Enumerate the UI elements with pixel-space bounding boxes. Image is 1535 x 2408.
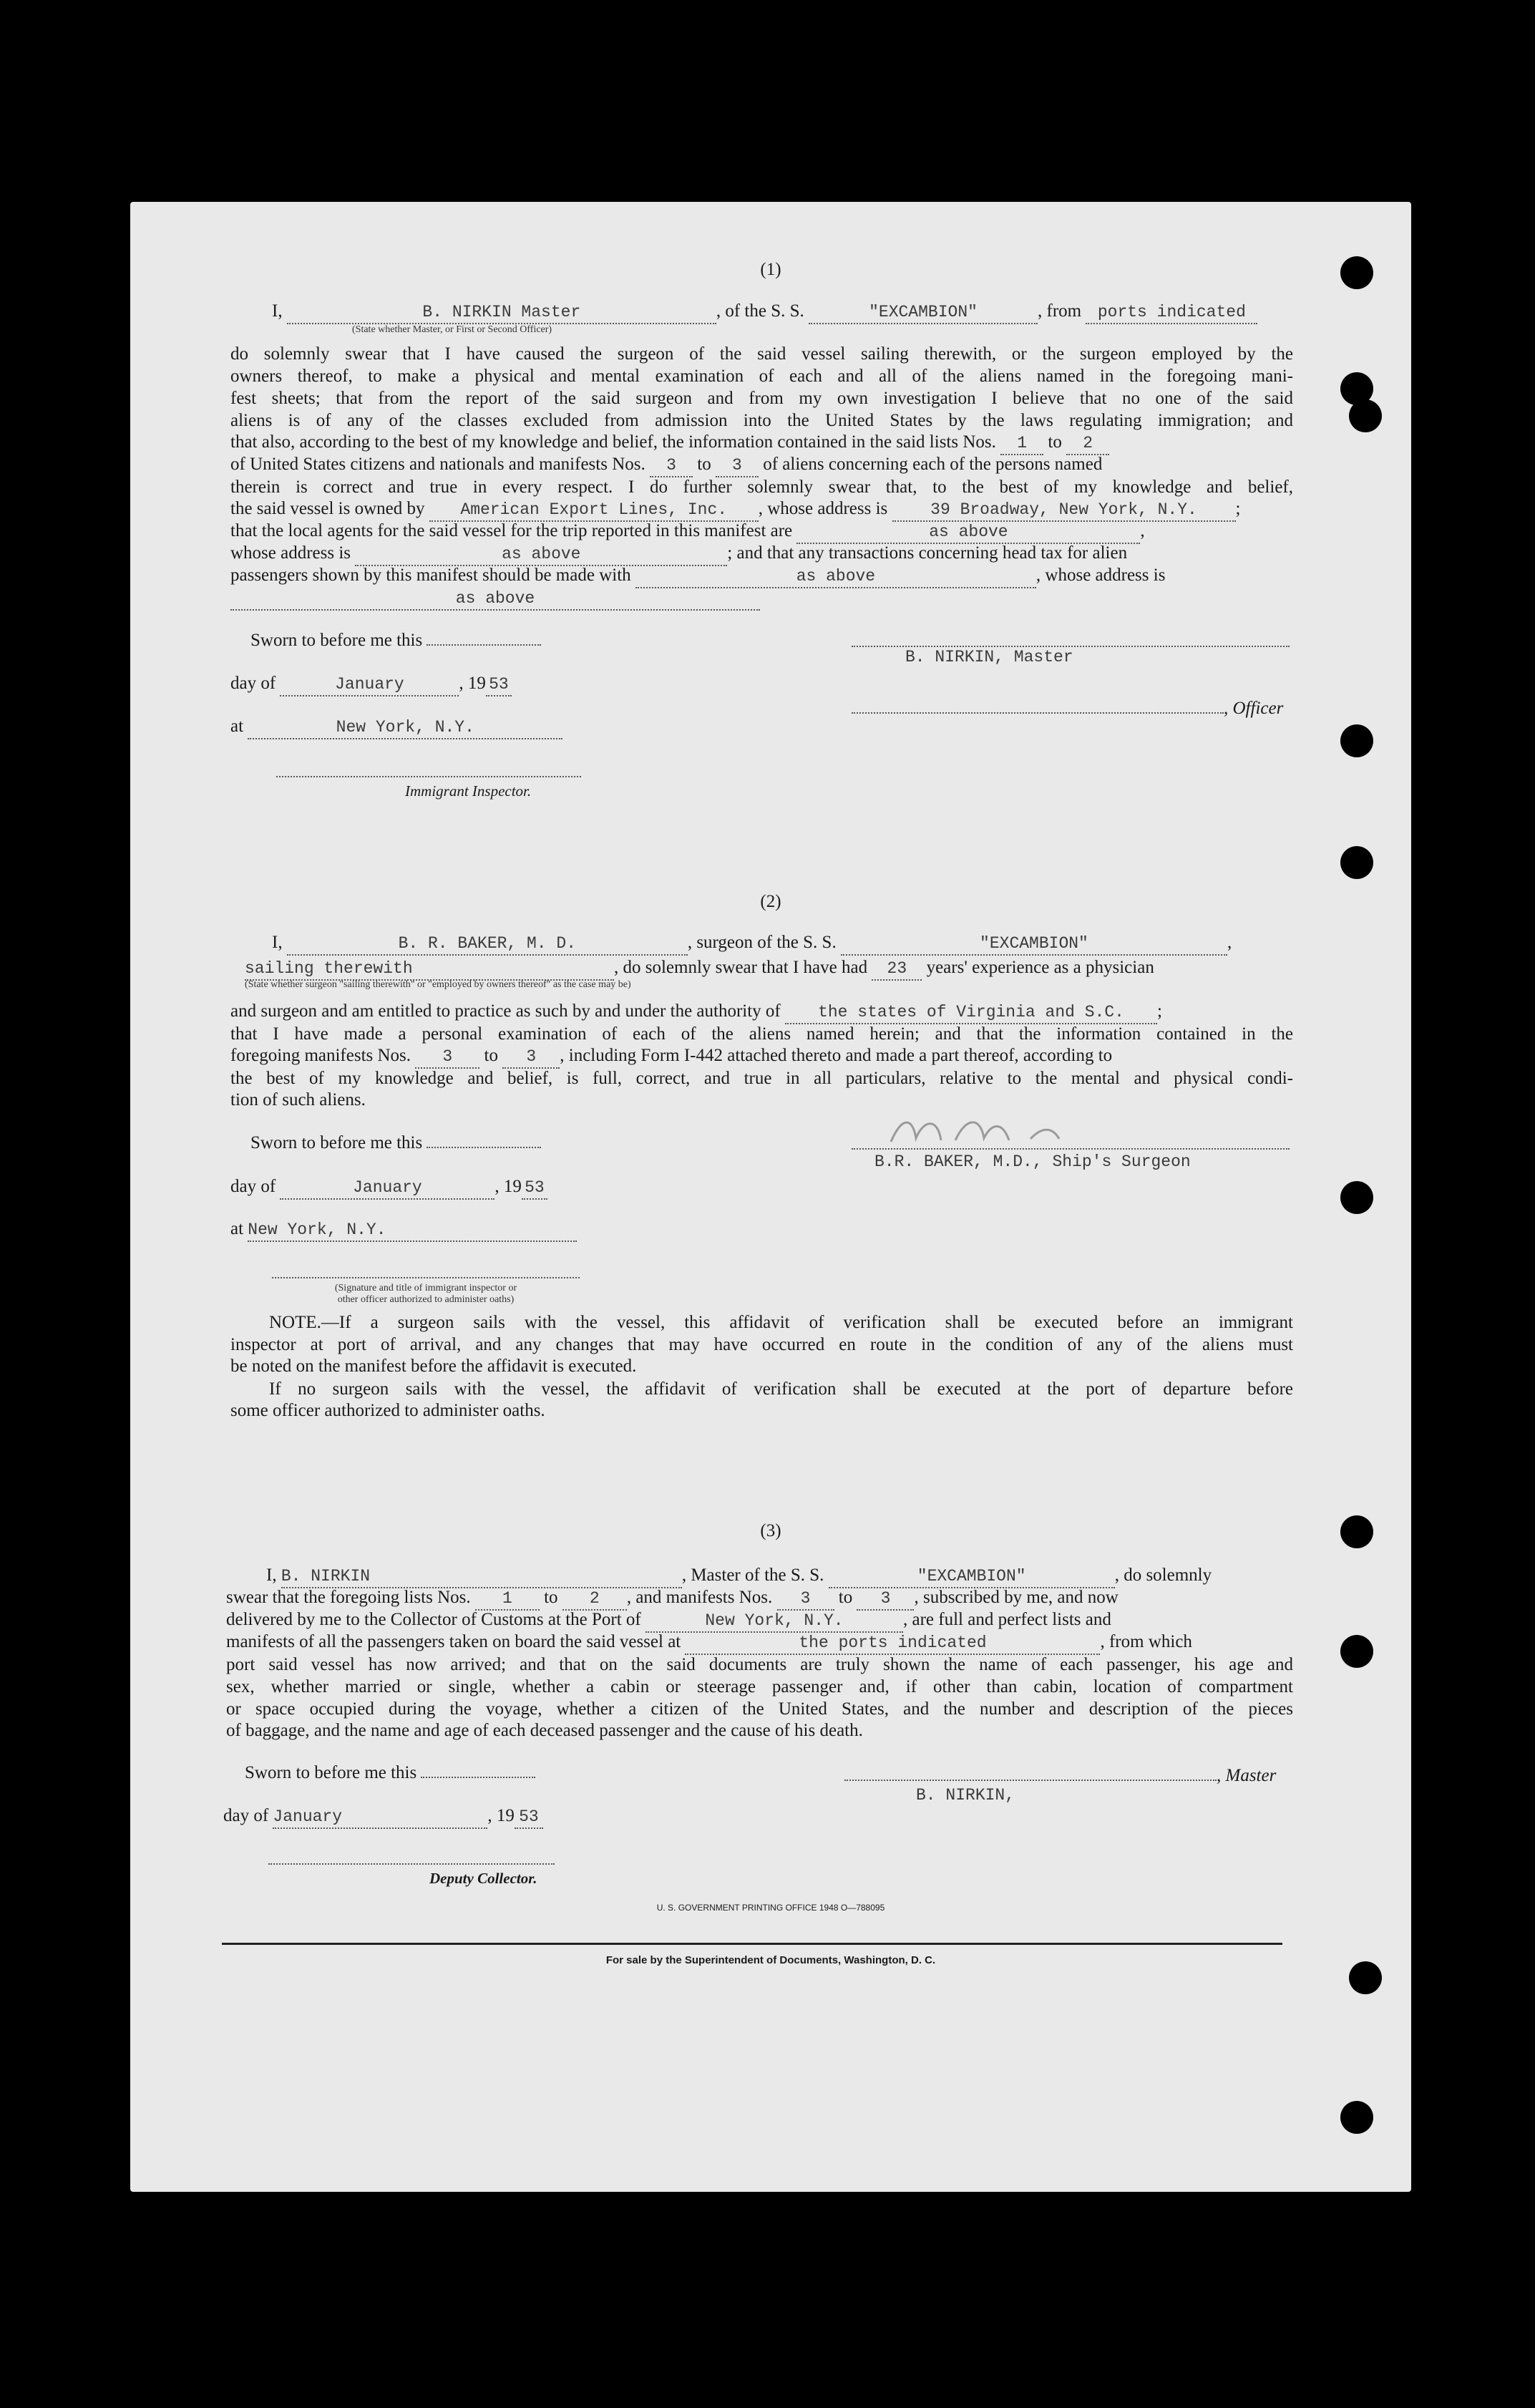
s1-officer-line: , Officer xyxy=(852,698,1283,719)
s2-note-line: inspector at port of arrival, and any changes that may have occurred en route in the condition of any of the aliens must xyxy=(230,1335,1293,1354)
s2-at: at New York, N.Y. xyxy=(230,1218,577,1242)
gpo-imprint: U. S. GOVERNMENT PRINTING OFFICE 1948 O—788095 xyxy=(656,1903,885,1913)
owner-name: American Export Lines, Inc. xyxy=(429,499,759,522)
s2-para-line: tion of such aliens. xyxy=(230,1090,366,1110)
s2-note-line: be noted on the manifest before the affidavit is executed. xyxy=(230,1356,637,1376)
s2-note-line: If no surgeon sails with the vessel, the affidavit of verification shall be executed at the port of departure before xyxy=(269,1379,1293,1399)
sailing-caption: (State whether surgeon "sailing therewith" or "employed by owners thereof" as the case may be) xyxy=(245,979,631,990)
s1-day: day of January , 19 53 xyxy=(230,673,512,696)
s2-note-line: some officer authorized to administer oaths. xyxy=(230,1401,545,1420)
s3-master-line: I, B. NIRKIN , Master of the S. S. "EXCAMBION" , do solemnly xyxy=(266,1565,1212,1588)
ship-name: "EXCAMBION" xyxy=(809,301,1038,324)
s3-sworn: Sworn to before me this xyxy=(245,1762,535,1784)
inspector-signature-line xyxy=(276,776,581,777)
surgeon-signature-line xyxy=(852,1148,1290,1150)
surgeon-signature: B.R. BAKER, M.D., Ship's Surgeon xyxy=(874,1152,1191,1171)
punch-hole xyxy=(1340,1181,1373,1214)
s1-sworn: Sworn to before me this xyxy=(250,630,541,651)
s3-day: day of January , 19 53 xyxy=(223,1805,543,1829)
officer-caption: (State whether Master, or First or Second Officer) xyxy=(352,324,552,335)
head-tax-payee: as above xyxy=(635,565,1036,588)
s1-agents-line: that the local agents for the said vessel for the trip reported in this manifest are as above , xyxy=(230,520,1145,544)
section-2-number: (2) xyxy=(760,892,781,911)
s1-lists-line: that also, according to the best of my knowledge and belief, the information contained in the said lists Nos. 1 to 2 xyxy=(230,432,1109,455)
s1-para-line: therein is correct and true in every respect. I do further solemnly swear that, to the best of my knowledge and belief, xyxy=(230,477,1293,497)
agents: as above xyxy=(796,521,1140,544)
surgeon-name: B. R. BAKER, M. D. xyxy=(287,933,688,956)
section-1-number: (1) xyxy=(760,260,781,279)
from-ports: ports indicated xyxy=(1086,301,1257,324)
agents-address: as above xyxy=(355,543,727,566)
s2-note-line: NOTE.—If a surgeon sails with the vessel, this affidavit of verification shall be executed before an immigrant xyxy=(269,1313,1293,1332)
s2-inspector-signature-line xyxy=(272,1277,580,1278)
authority: the states of Virginia and S.C. xyxy=(785,1001,1157,1024)
punch-hole xyxy=(1340,1635,1373,1668)
s1-line-master: I, B. NIRKIN Master , of the S. S. "EXCAMBION" , from ports indicated xyxy=(272,301,1257,324)
master-name: B. NIRKIN Master xyxy=(287,301,716,324)
s2-manifests-line: foregoing manifests Nos. 3 to 3 , including Form I-442 attached thereto and made a part thereof, according to xyxy=(230,1045,1112,1069)
s2-para-line: the best of my knowledge and belief, is full, correct, and true in all particulars, relative to the mental and physical condi- xyxy=(230,1069,1293,1088)
head-tax-address: as above xyxy=(230,588,760,611)
s3-taken-line: manifests of all the passengers taken on board the said vessel at the ports indicated , from which xyxy=(226,1631,1192,1655)
section-3-number: (3) xyxy=(760,1521,781,1540)
s2-para-line: that I have made a personal examination of each of the aliens named herein; and that the information contained in the xyxy=(230,1024,1293,1044)
s2-surgeon-line: I, B. R. BAKER, M. D. , surgeon of the S. S. "EXCAMBION" , xyxy=(272,932,1232,956)
s3-master-sig-line: , Master xyxy=(844,1765,1276,1787)
sale-notice: For sale by the Superintendent of Documents, Washington, D. C. xyxy=(605,1954,936,1966)
s2-authority-line: and surgeon and am entitled to practice as such by and under the authority of the states of Virginia and S.C. ; xyxy=(230,1001,1162,1024)
s1-inspector: Immigrant Inspector. xyxy=(405,782,532,800)
s1-para-line: owners thereof, to make a physical and mental examination of each and all of the aliens named in the foregoing mani- xyxy=(230,366,1293,386)
punch-hole xyxy=(1340,724,1373,757)
s3-collector: Deputy Collector. xyxy=(429,1870,537,1887)
punch-hole xyxy=(1340,2101,1373,2134)
s3-master-signature: B. NIRKIN, xyxy=(916,1786,1015,1805)
s1-tax-address-line xyxy=(230,587,760,611)
s1-para-line: do solemnly swear that I have caused the surgeon of the said vessel sailing therewith, or the surgeon employed by the xyxy=(230,344,1293,364)
s3-para-line: of baggage, and the name and age of each deceased passenger and the cause of his death. xyxy=(226,1721,863,1740)
s3-para-line: port said vessel has now arrived; and that on the said documents are truly shown the name of each passenger, his age and xyxy=(226,1655,1293,1674)
s3-para-line: sex, whether married or single, whether a cabin or steerage passenger and, if other than cabin, location of compartment xyxy=(226,1677,1293,1696)
s2-signature-caption: other officer authorized to administer oaths) xyxy=(337,1294,515,1305)
punch-hole xyxy=(1349,399,1382,432)
owner-address: 39 Broadway, New York, N.Y. xyxy=(892,499,1236,522)
s3-para-line: or space occupied during the voyage, whether a citizen of the United States, and the number and description of the pieces xyxy=(226,1699,1293,1719)
s1-para-line: aliens is of any of the classes excluded from admission into the United States by the laws regulating immigration; and xyxy=(230,411,1293,430)
s1-tax-line: passengers shown by this manifest should be made with as above , whose address is xyxy=(230,565,1165,588)
master-signature: B. NIRKIN, Master xyxy=(905,648,1073,666)
s2-sworn: Sworn to before me this xyxy=(250,1132,541,1154)
s1-owner-line: the said vessel is owned by American Export Lines, Inc. , whose address is 39 Broadway, New York, N.Y. ; xyxy=(230,498,1240,522)
s1-at: at New York, N.Y. xyxy=(230,716,562,739)
s2-signature-caption: (Signature and title of immigrant inspector or xyxy=(334,1283,517,1293)
surgeon-handwritten-signature xyxy=(887,1113,1131,1149)
footer-rule xyxy=(222,1943,1282,1945)
collector-signature-line xyxy=(268,1863,555,1865)
s1-manifests-line: of United States citizens and nationals and manifests Nos. 3 to 3 of aliens concerning each of the persons named xyxy=(230,454,1102,477)
s3-lists-line: swear that the foregoing lists Nos. 1 to 2 , and manifests Nos. 3 to 3 , subscribed by me, and now xyxy=(226,1587,1119,1611)
punch-hole xyxy=(1340,846,1373,879)
s3-port-line: delivered by me to the Collector of Customs at the Port of New York, N.Y. , are full and perfect lists and xyxy=(226,1609,1111,1633)
s2-sailing-line: sailing therewith , do solemnly swear that I have had 23 years' experience as a physician xyxy=(245,957,1154,981)
s2-day: day of January , 19 53 xyxy=(230,1176,547,1200)
s1-para-line: fest sheets; that from the report of the said surgeon and from my own investigation I believe that no one of the said xyxy=(230,389,1293,408)
s1-agents-address-line: whose address is as above ; and that any transactions concerning head tax for alien xyxy=(230,543,1127,566)
